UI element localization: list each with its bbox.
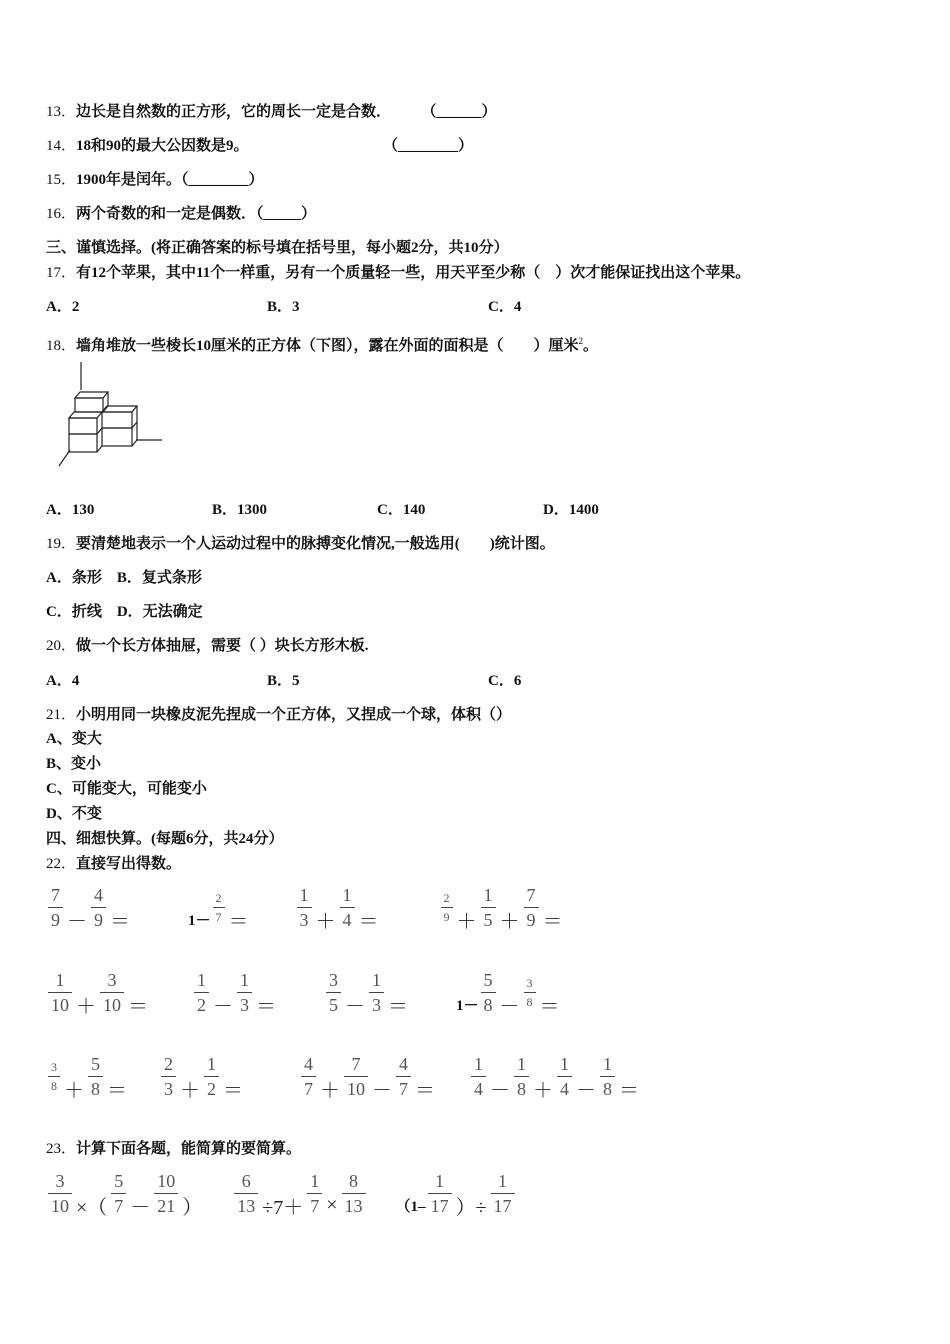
answer-blank[interactable]: （________） — [390, 138, 474, 154]
denominator: 8 — [481, 992, 496, 1014]
fraction — [194, 971, 209, 1014]
fraction — [111, 1172, 126, 1215]
question-17: 17．有12个苹果，其中11个一样重，另有一个质量轻一些，用天平至少称（ ）次才能保证找出这个苹果。 — [46, 265, 751, 281]
question-18: 18．墙角堆放一些棱长10厘米的正方体（下图），露在外面的面积是（ ）厘米$^2$。 — [46, 336, 599, 354]
denominator: 17 — [428, 1193, 452, 1215]
operator: ＋ — [76, 996, 96, 1018]
numerator: 3 — [329, 970, 338, 990]
operator: － — [130, 1197, 151, 1219]
operator: ＝ — [107, 1080, 127, 1102]
numerator: 1 — [310, 1171, 320, 1191]
numerator: 1 — [55, 970, 65, 990]
numerator: 4 — [94, 885, 103, 905]
numerator: 1 — [435, 1171, 445, 1191]
operator: ＝ — [256, 996, 276, 1018]
fraction — [154, 1172, 178, 1215]
denominator: 4 — [340, 907, 355, 929]
denominator: 8 — [514, 1076, 529, 1098]
operator: ＝ — [223, 1080, 243, 1102]
question-16: 16．两个奇数的和一定是偶数．（_____） — [46, 206, 317, 222]
numerator: 3 — [526, 976, 533, 990]
numerator: 1 — [560, 1054, 569, 1074]
math-expression — [192, 970, 278, 1018]
numerator: 1 — [342, 885, 352, 905]
q21-option-d[interactable]: D、不变 — [46, 806, 102, 822]
calc-row-1 — [46, 885, 565, 933]
fraction — [297, 886, 312, 929]
operator: ＝ — [388, 996, 408, 1018]
numerator: 1 — [603, 1054, 612, 1074]
operator: － — [213, 996, 233, 1018]
fraction — [428, 1172, 452, 1215]
denominator: 2 — [194, 992, 209, 1014]
math-expression — [324, 970, 410, 1018]
denominator: 3 — [369, 992, 384, 1014]
math-text: （1– — [395, 1199, 426, 1215]
denominator: 13 — [342, 1193, 366, 1215]
operator: ＝ — [542, 911, 563, 933]
fraction — [237, 971, 252, 1014]
q18-option-c[interactable]: C．140 — [377, 502, 426, 518]
fraction — [161, 1055, 176, 1098]
math-expression — [456, 970, 562, 1018]
math-expression — [299, 1054, 437, 1102]
q18-option-d[interactable]: D．1400 — [543, 502, 599, 518]
fraction — [396, 1055, 411, 1098]
numerator: 2 — [215, 891, 222, 905]
math-expression — [188, 891, 251, 933]
numerator: 10 — [157, 1171, 176, 1191]
q19-options-cd[interactable]: C．折线 D．无法确定 — [46, 604, 203, 620]
denominator: 9 — [91, 907, 106, 929]
q21-option-b[interactable]: B、变小 — [46, 756, 102, 772]
denominator: 13 — [234, 1193, 258, 1215]
fraction — [307, 1172, 322, 1215]
operator: － — [67, 911, 87, 933]
question-14: 14．18和90的最大公因数是9。 （________） — [46, 138, 474, 154]
question-21: 21．小明用同一块橡皮泥先捏成一个正方体，又捏成一个球，体积（） — [46, 707, 512, 723]
operator: ＋ — [499, 911, 520, 933]
operator: ＝ — [110, 911, 130, 933]
calc-row-4 — [46, 1171, 517, 1219]
fraction — [340, 886, 355, 929]
fraction — [342, 1172, 366, 1215]
denominator: 8 — [88, 1076, 103, 1098]
operator: ＋ — [533, 1080, 553, 1102]
q18-option-a[interactable]: A．130 — [46, 502, 95, 518]
math-expression — [232, 1171, 367, 1219]
numerator: 1 — [483, 885, 493, 905]
operator: ＝ — [228, 911, 249, 933]
denominator: 5 — [481, 907, 496, 929]
operator: ÷7＋ — [262, 1197, 304, 1219]
q18-option-b[interactable]: B．1300 — [212, 502, 268, 518]
q20-option-a[interactable]: A．4 — [46, 673, 80, 689]
denominator: 10 — [344, 1076, 368, 1098]
numerator: 8 — [349, 1171, 359, 1191]
numerator: 1 — [372, 970, 381, 990]
denominator: 7 — [396, 1076, 411, 1098]
fraction — [471, 1055, 486, 1098]
operator: ） — [182, 1197, 203, 1219]
operator: ×（ — [76, 1197, 108, 1219]
fraction — [491, 1172, 515, 1215]
numerator: 1 — [474, 1054, 483, 1074]
math-expression — [395, 1171, 517, 1219]
numerator: 6 — [241, 1171, 251, 1191]
numerator: 1 — [498, 1171, 508, 1191]
numerator: 1 — [207, 1054, 216, 1074]
math-expression — [439, 885, 565, 933]
fraction — [48, 1172, 72, 1215]
numerator: 1 — [517, 1054, 526, 1074]
fraction — [441, 892, 453, 923]
denominator: 3 — [161, 1076, 176, 1098]
numerator: 5 — [483, 970, 493, 990]
fraction — [234, 1172, 258, 1215]
denominator: 3 — [297, 907, 312, 929]
section-3-heading: 三、谨慎选择。(将正确答案的标号填在括号里，每小题2分，共10分） — [46, 240, 509, 256]
stacked-cubes-figure — [56, 362, 168, 470]
math-expression — [46, 1054, 129, 1102]
operator: × — [326, 1194, 338, 1216]
numerator: 7 — [526, 885, 536, 905]
fraction — [204, 1055, 219, 1098]
operator: － — [499, 996, 520, 1018]
math-expression — [46, 885, 132, 933]
fraction — [48, 886, 63, 929]
fraction — [524, 886, 539, 929]
fraction — [344, 1055, 368, 1098]
question-15: 15．1900年是闰年。（________） — [46, 172, 264, 188]
math-expression — [295, 885, 381, 933]
denominator: 8 — [600, 1076, 615, 1098]
denominator: 4 — [471, 1076, 486, 1098]
fraction — [557, 1055, 572, 1098]
math-text: 1－ — [188, 913, 211, 929]
answer-blank[interactable]: （______） — [429, 104, 497, 120]
operator: ＋ — [320, 1080, 340, 1102]
calc-row-3 — [46, 1054, 641, 1102]
operator: ＝ — [358, 911, 379, 933]
denominator: 10 — [48, 992, 72, 1014]
denominator: 7 — [301, 1076, 316, 1098]
denominator: 8 — [48, 1076, 60, 1092]
numerator: 7 — [351, 1054, 361, 1074]
numerator: 5 — [114, 1171, 124, 1191]
denominator: 9 — [441, 907, 453, 923]
numerator: 1 — [299, 885, 309, 905]
fraction — [326, 971, 341, 1014]
operator: ＋ — [315, 911, 336, 933]
fraction — [213, 892, 225, 923]
calc-row-2 — [46, 970, 562, 1018]
operator: ＋ — [180, 1080, 200, 1102]
operator: － — [345, 996, 365, 1018]
operator: ＋ — [64, 1080, 84, 1102]
operator: － — [372, 1080, 392, 1102]
fraction — [48, 1061, 60, 1092]
fraction — [91, 886, 106, 929]
numerator: 5 — [91, 1054, 100, 1074]
operator: ＝ — [128, 996, 148, 1018]
denominator: 2 — [204, 1076, 219, 1098]
question-20: 20．做一个长方体抽屉，需要（ ）块长方形木板. — [46, 638, 369, 654]
fraction — [600, 1055, 615, 1098]
numerator: 3 — [107, 970, 117, 990]
math-expression — [159, 1054, 245, 1102]
question-22: 22．直接写出得数。 — [46, 856, 182, 872]
denominator: 7 — [111, 1193, 126, 1215]
operator: ＝ — [539, 996, 560, 1018]
math-expression — [46, 970, 150, 1018]
denominator: 8 — [524, 992, 536, 1008]
fraction — [100, 971, 124, 1014]
math-expression — [46, 1171, 204, 1219]
denominator: 7 — [307, 1193, 322, 1215]
q20-option-b[interactable]: B．5 — [267, 673, 300, 689]
denominator: 9 — [524, 907, 539, 929]
section-4-heading: 四、细想快算。(每题6分，共24分） — [46, 831, 284, 847]
numerator: 3 — [51, 1060, 57, 1074]
q21-option-a[interactable]: A、变大 — [46, 731, 102, 747]
numerator: 4 — [399, 1054, 408, 1074]
q20-option-c[interactable]: C．6 — [488, 673, 522, 689]
question-19: 19．要清楚地表示一个人运动过程中的脉搏变化情况,一般选用( )统计图。 — [46, 536, 555, 552]
operator: － — [576, 1080, 596, 1102]
denominator: 21 — [154, 1193, 178, 1215]
denominator: 10 — [48, 1193, 72, 1215]
fraction — [48, 971, 72, 1014]
numerator: 2 — [164, 1054, 173, 1074]
numerator: 3 — [55, 1171, 65, 1191]
fraction — [369, 971, 384, 1014]
math-expression — [469, 1054, 641, 1102]
q19-options-ab[interactable]: A．条形 B．复式条形 — [46, 570, 202, 586]
operator: ＋ — [456, 911, 477, 933]
fraction — [481, 971, 496, 1014]
denominator: 3 — [237, 992, 252, 1014]
numerator: 4 — [304, 1054, 313, 1074]
q17-option-a[interactable]: A．2 — [46, 299, 80, 315]
fraction — [524, 977, 536, 1008]
numerator: 2 — [443, 891, 450, 905]
denominator: 9 — [48, 907, 63, 929]
denominator: 4 — [557, 1076, 572, 1098]
operator: ＝ — [619, 1080, 639, 1102]
q21-option-c[interactable]: C、可能变大，可能变小 — [46, 781, 207, 797]
fraction — [481, 886, 496, 929]
operator: － — [490, 1080, 510, 1102]
denominator: 10 — [100, 992, 124, 1014]
q17-option-c[interactable]: C．4 — [488, 299, 522, 315]
question-23: 23．计算下面各题，能简算的要简算。 — [46, 1141, 302, 1157]
numerator: 1 — [197, 970, 206, 990]
denominator: 7 — [213, 907, 225, 923]
question-13: 13．边长是自然数的正方形，它的周长一定是合数． （______） — [46, 104, 497, 120]
numerator: 1 — [240, 970, 249, 990]
fraction — [514, 1055, 529, 1098]
math-text: 1－ — [456, 998, 479, 1014]
denominator: 17 — [491, 1193, 515, 1215]
numerator: 7 — [51, 885, 60, 905]
denominator: 5 — [326, 992, 341, 1014]
fraction — [88, 1055, 103, 1098]
operator: ）÷ — [455, 1197, 487, 1219]
fraction — [301, 1055, 316, 1098]
q17-option-b[interactable]: B．3 — [267, 299, 300, 315]
operator: ＝ — [415, 1080, 435, 1102]
